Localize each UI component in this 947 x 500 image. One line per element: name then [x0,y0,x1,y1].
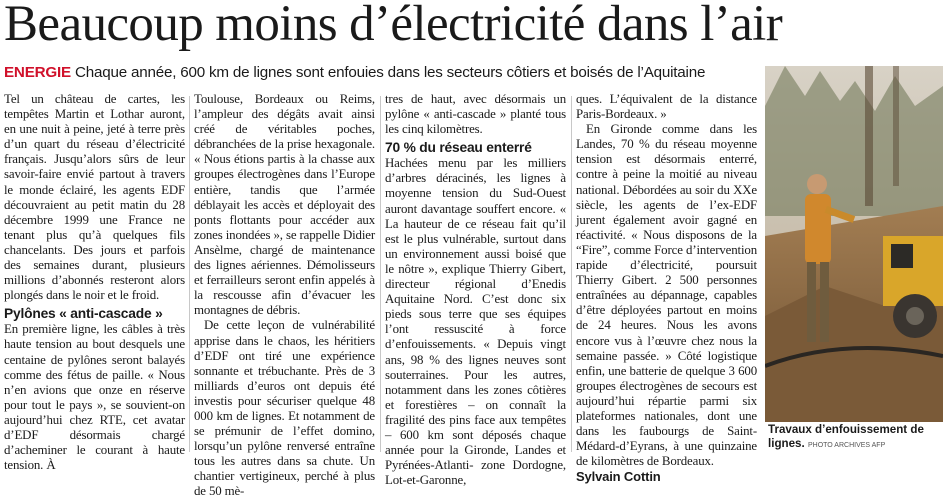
paragraph: tres de haut, avec désormais un pylône « anti-cascade » planté tous les cinq kilomètres. [385,92,566,137]
cable-trench-photo [765,66,943,422]
column-divider [571,96,572,452]
photo-caption [768,423,946,453]
column-divider [189,96,190,452]
column-divider [380,96,381,452]
subheading: Pylônes « anti-cascade » [4,306,163,322]
article-column-3 [385,92,566,488]
paragraph: En première ligne, les câbles à très haute tension au bout desquels une centaine de pylônes seront balayés comme des fétus de paille. « Nous n’en avions que onze en réserve pour tout le pays », se souvient-on aujourd’hui chez RTE, cet avatar d’EDF désormais chargé d’acheminer le courant à haute tension. À [4,322,185,473]
article-column-1 [4,92,185,473]
paragraph: Toulouse, Bordeaux ou Reims, l’ampleur des dégâts avait ainsi créé de véritables poches, débranchées de la prise hexagonale. « Nous étions partis à la chasse aux groupes électrogènes dans l’Europe entière, tandis que l’armée déblayait les accès et déployait des ponts flottants pour accéder aux zones inondées », se rappelle Didier Ansèlme, chargé de maintenance des lignes aériennes. Démolisseurs et ferrailleurs seront enfin appelés à la rescousse afin d’évacuer les montagnes de débris. [194,92,375,318]
paragraph: Hachées menu par les milliers d’arbres déracinés, les lignes à moyenne tension du Sud-Ouest auront davantage souffert encore. « La hauteur de ce réseau fait qu’il est le plus vulnérable, surtout dans un environnement aussi boisé que le nôtre », explique Thierry Gibert, directeur régional d’Enedis Aquitaine Nord. C’est donc six pieds sous terre que ses équipes l’ont ressuscité à force d’enfouissements. « Depuis vingt ans, 98 % des lignes neuves sont souterraines. Pour les autres, notamment dans les zones côtières et forestières – on connaît la fragilité des pins face aux tempêtes – 600 km sont déposés chaque année pour la Gironde, Landes et Pyrénées-Atlanti- zone Dordogne, Lot-et-Garonne, [385,156,566,488]
paragraph: En Gironde comme dans les Landes, 70 % du réseau moyenne tension est désormais enterré, contre à peine la moitié au niveau national. Débordées au soir du XXe siècle, les agents de l’ex-EDF jurent également avoir gagné en réactivité. « Nous disposons de la “Fire”, comme Force d’intervention rapide d’électricité, poursuit Thierry Gibert. 2 500 personnes entraînées au dépannage, capables d’être déployées partout en moins de 24 heures. Nous les avons encore vus à l’œuvre chez nous la semaine passée. » Côté logistique enfin, une batterie de quelque 3 600 groupes électrogènes de secours est aujourd’hui répartie parmi six plateformes nationales, dont une dans les faubourgs de Saint-Médard-d’Eyrans, à une quinzaine de kilomètres de Bordeaux. [576,122,757,469]
kicker: ENERGIE [4,64,71,81]
paragraph: Tel un château de cartes, les tempêtes Martin et Lothar auront, en une nuit à peine, jeté à terre près d’un quart du réseau d’électricité français. Jusqu’alors sûrs de leur savoir-faire envié partout à travers le monde éclairé, les agents EDF découvraient au petit matin du 28 décembre 1999 une France ne tenant plus qu’à quelques fils chancelants. Des jours et parfois des semaines durant, plusieurs millions d’abonnés resteront alors plongés dans le noir et le froid. [4,92,185,303]
article-column-2 [194,92,375,500]
caption-text: Travaux d’enfouissement de lignes. [768,423,924,450]
paragraph: De cette leçon de vulnérabilité apprise dans le chaos, les héritiers d’EDF ont tiré une expérience sonnante et trébuchante. Près de 3 milliards d’euros ont depuis été investis pour sécuriser quelque 48 000 km de lignes. Et notamment de se prémunir de l’effet domino, lorsqu’un pylône renversé entraîne tous les autres dans sa chute. Un chantier vertigineux, perché à plus de 50 mè- [194,318,375,499]
subheading: 70 % du réseau enterré [385,140,532,156]
headline: Beaucoup moins d’électricité dans l’air [4,0,783,52]
news-photo [765,66,943,422]
article-column-4 [576,92,757,484]
standfirst-text: Chaque année, 600 km de lignes sont enfouies dans les secteurs côtiers et boisés de l’Aquitaine [74,64,706,81]
standfirst [4,63,764,83]
paragraph: ques. L’équivalent de la distance Paris-Bordeaux. » [576,92,757,122]
byline: Sylvain Cottin [576,469,661,485]
photo-credit: PHOTO ARCHIVES AFP [807,442,886,449]
